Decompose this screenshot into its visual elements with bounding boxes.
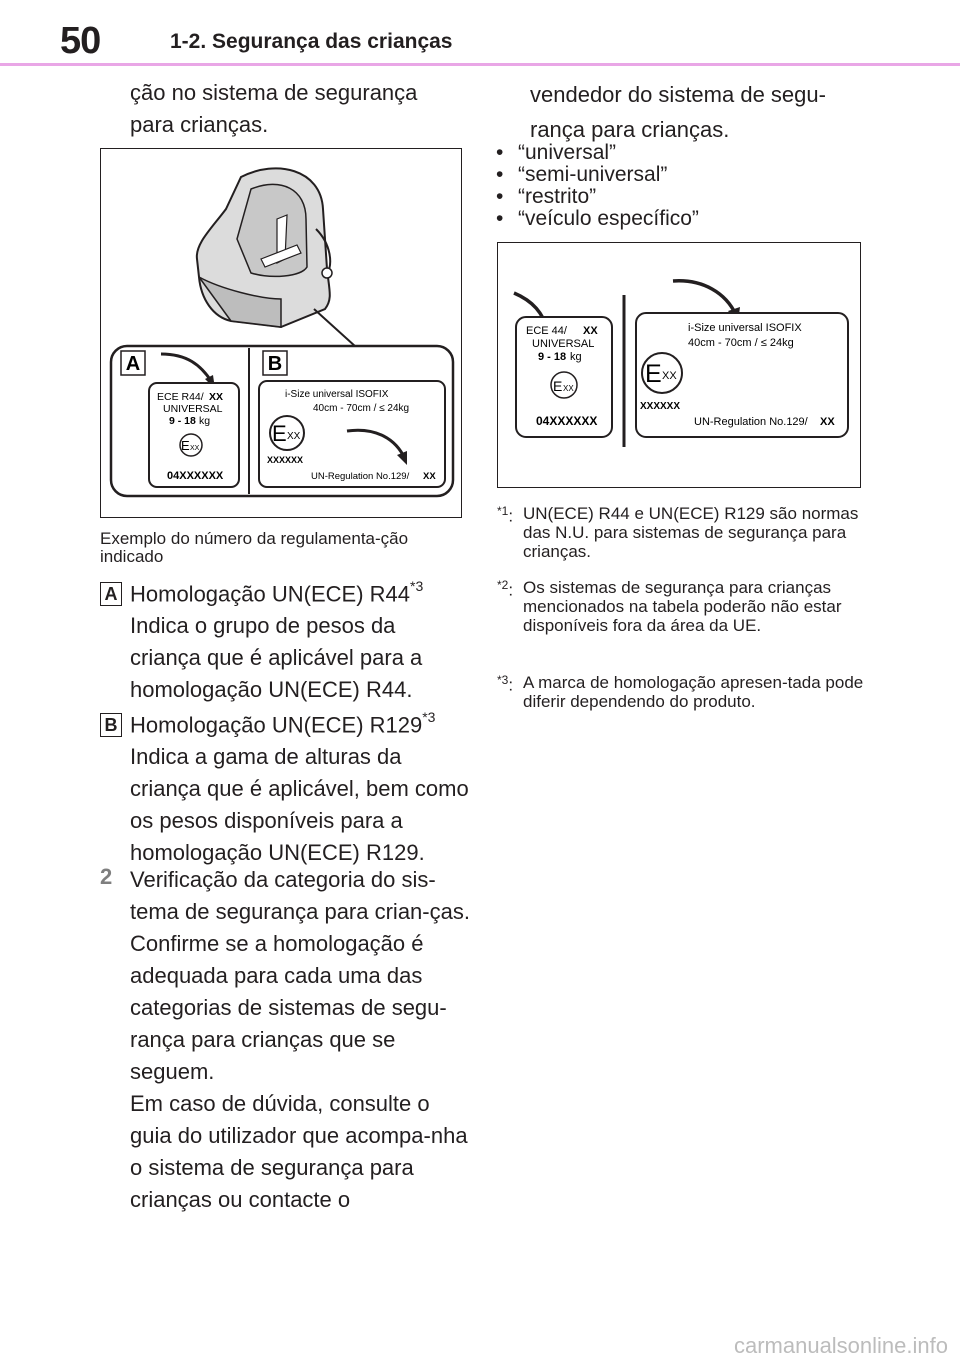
panel-a-line1-suffix: XX: [209, 391, 224, 403]
page-number: 50: [60, 20, 101, 62]
item-a-title: Homologação UN(ECE) R44: [130, 581, 410, 607]
item-tag-a: A: [100, 582, 122, 606]
footnote-mark: *2: [497, 578, 509, 592]
panel-b-regulation-suffix: XX: [423, 471, 436, 482]
footnote-text: A marca de homologação apresen-tada pode diferir dependendo do produto.: [523, 673, 864, 711]
footnote-text: Os sistemas de segurança para crianças mencionados na tabela poderão não estar disponíveis fora da área da UE.: [523, 578, 842, 635]
list-item: • “semi-universal”: [494, 164, 884, 186]
panel-b-regulation: UN-Regulation No.129/: [311, 471, 410, 482]
figure-child-seat: [100, 148, 462, 518]
approval-labels-illustration: [498, 243, 860, 487]
panel-a-emblem-sub: XX: [190, 445, 200, 452]
panel-a-line3-unit: kg: [199, 415, 211, 427]
footnote-3: $^{*3}$: A marca de homologação apresen-tada pode diferir dependendo do produto.: [497, 673, 867, 711]
item-b-footnote-ref: *3: [422, 709, 436, 725]
panel-a-line3: 9 - 18: [169, 415, 196, 427]
panel-a-line3: 9 - 18: [538, 351, 567, 363]
panel-b-emblem: E: [645, 360, 662, 388]
panel-a-emblem: E: [181, 438, 190, 453]
continuation-text: vendedor do sistema de segu-rança para crianças.: [530, 82, 826, 142]
step-text: Confirme se a homologação é adequada para cada uma das categorias de sistemas de segu-rança para crianças que se seguem.: [130, 931, 447, 1084]
item-b-desc: Indica a gama de alturas da criança que é aplicável, bem como os pesos disponíveis para a homologação UN(ECE) R129.: [130, 744, 469, 866]
panel-b-line1: i-Size universal ISOFIX: [688, 322, 802, 334]
panel-a-emblem-sub: XX: [563, 384, 574, 393]
child-seat-illustration: [101, 149, 461, 517]
item-tag-b: B: [100, 713, 122, 737]
item-a-footnote-ref: *3: [410, 578, 424, 594]
section-title: 1-2. Segurança das crianças: [170, 30, 453, 53]
panel-b-code: XXXXXX: [267, 455, 304, 465]
panel-b-regulation-suffix: XX: [820, 416, 835, 428]
panel-b-regulation: UN-Regulation No.129/: [694, 416, 808, 428]
panel-b-line2: 40cm - 70cm / ≤ 24kg: [313, 403, 410, 414]
panel-b-emblem-sub: XX: [287, 431, 301, 442]
step-block: [130, 864, 470, 1216]
panel-a-emblem: E: [553, 378, 563, 394]
list-item: • “restrito”: [494, 186, 884, 208]
item-a: [130, 572, 470, 706]
list-item: • “veículo específico”: [494, 208, 884, 230]
header-rule: [0, 63, 960, 66]
figure-tag-b: B: [267, 353, 283, 375]
panel-a-line1-suffix: XX: [583, 325, 598, 337]
panel-b-emblem-sub: XX: [662, 370, 677, 382]
panel-a-line1: ECE 44/: [526, 325, 567, 337]
panel-a-line3-unit: kg: [570, 351, 582, 363]
footnote-mark: *1: [497, 504, 509, 518]
panel-a-line2: UNIVERSAL: [163, 403, 223, 415]
item-b-title: Homologação UN(ECE) R129: [130, 712, 423, 738]
item-a-desc: Indica o grupo de pesos da criança que é aplicável para a homologação UN(ECE) R44.: [130, 613, 423, 703]
footnote-1: $^{*1}$: UN(ECE) R44 e UN(ECE) R129 são normas das N.U. para sistemas de segurança para crianças.: [497, 504, 867, 561]
panel-b-line1: i-Size universal ISOFIX: [285, 389, 389, 400]
panel-a-line1: ECE R44/: [157, 391, 204, 403]
panel-b-line2: 40cm - 70cm / ≤ 24kg: [688, 337, 794, 349]
figure-caption: Exemplo do número da regulamenta-ção indicado: [100, 529, 409, 566]
intro-text: ção no sistema de segurança para crianças.: [130, 80, 418, 137]
step-text-2: Em caso de dúvida, consulte o guia do utilizador que acompa-nha o sistema de segurança para crianças ou contacte o: [130, 1091, 468, 1212]
panel-b-code: XXXXXX: [640, 401, 681, 412]
step-number: 2: [100, 864, 113, 889]
footnote-2: $^{*2}$: Os sistemas de segurança para crianças mencionados na tabela poderão não estar disponíveis fora da área da UE.: [497, 578, 867, 635]
footnote-text: UN(ECE) R44 e UN(ECE) R129 são normas das N.U. para sistemas de segurança para crianças.: [523, 504, 859, 561]
list-item: • “universal”: [494, 142, 884, 164]
panel-b-emblem: E: [272, 421, 287, 446]
panel-a-line2: UNIVERSAL: [532, 338, 595, 350]
panel-a-code: 04XXXXXX: [167, 470, 224, 482]
item-b: [130, 703, 470, 869]
panel-a-code: 04XXXXXX: [536, 414, 598, 428]
step-title: Verificação da categoria do sis-tema de segurança para crian-ças.: [130, 867, 470, 924]
footnote-mark: *3: [497, 673, 509, 687]
category-list: [494, 142, 884, 230]
figure-labels: [497, 242, 861, 488]
figure-tag-a: A: [125, 353, 141, 375]
watermark: carmanualsonline.info: [733, 1333, 948, 1358]
